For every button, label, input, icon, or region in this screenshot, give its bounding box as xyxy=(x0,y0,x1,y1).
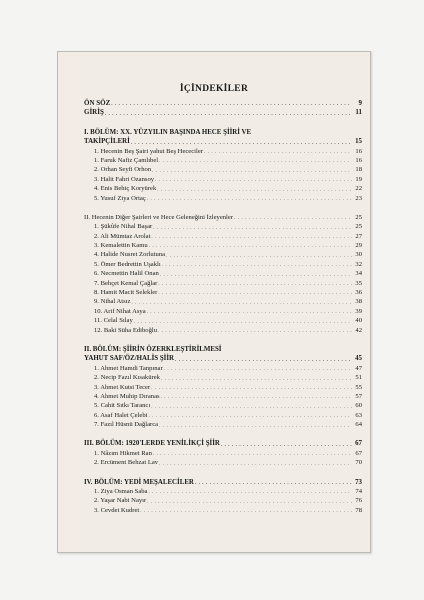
dot-leader xyxy=(134,319,352,326)
dot-leader xyxy=(149,243,352,250)
page-number: 27 xyxy=(355,232,362,240)
entry-title: 8. Hamit Macit Selekler xyxy=(94,289,158,297)
entry-title: III. BÖLÜM: 1920'LERDE YENİLİKÇİ ŞİİR xyxy=(84,440,220,448)
entry-title: 4. Enis Behiç Koryürek xyxy=(94,185,157,193)
page-number: 19 xyxy=(355,175,362,183)
page-number: 16 xyxy=(355,147,362,155)
toc-entry xyxy=(84,411,362,420)
dot-leader xyxy=(234,215,352,222)
dot-leader xyxy=(131,140,352,147)
toc-top-entry xyxy=(84,99,362,108)
entry-title: 2. Ali Mümtaz Arolat xyxy=(94,232,151,240)
toc-entry xyxy=(84,241,362,250)
entry-title: 3. Cevdet Kudret xyxy=(94,506,140,514)
toc-entry xyxy=(84,222,362,231)
dot-leader xyxy=(151,404,352,411)
entry-title: 1. Şükûfe Nihal Başar xyxy=(94,223,153,231)
page-number: 11 xyxy=(355,108,362,117)
page-number: 63 xyxy=(355,411,362,419)
toc-entry xyxy=(84,383,362,392)
dot-leader xyxy=(147,196,352,203)
page-number: 76 xyxy=(355,497,362,505)
dot-leader xyxy=(153,225,352,232)
entry-title: 11. Celal Sılay xyxy=(94,317,133,325)
entry-title: 6. Necmettin Halil Onan xyxy=(94,270,159,278)
page-number: 39 xyxy=(355,307,362,315)
section-gap xyxy=(84,430,362,440)
entry-title: 1. Hecenin Beş Şairi yahut Beş Hececiler xyxy=(94,147,203,155)
toc-entry xyxy=(84,250,362,259)
dot-leader xyxy=(195,480,352,487)
toc-entry xyxy=(84,326,362,335)
dot-leader xyxy=(159,158,352,165)
page-number: 40 xyxy=(355,317,362,325)
entry-title: 1. Ziya Osman Saba xyxy=(94,488,148,496)
page-number: 15 xyxy=(355,138,362,146)
toc-entry xyxy=(84,449,362,458)
dot-leader xyxy=(151,234,352,241)
page-number: 32 xyxy=(355,260,362,268)
page-number: 30 xyxy=(355,251,362,259)
toc-entry xyxy=(84,506,362,515)
dot-leader xyxy=(155,177,352,184)
toc-entry xyxy=(84,307,362,316)
dot-leader xyxy=(152,168,352,175)
dot-leader xyxy=(147,499,352,506)
dot-leader xyxy=(148,489,352,496)
entry-title: 1. Nâzım Hikmet Ran xyxy=(94,449,152,457)
entry-title: 5. Ömer Bedrettin Uşaklı xyxy=(94,260,161,268)
section-gap xyxy=(84,335,362,345)
dot-leader xyxy=(161,394,352,401)
page-number: 25 xyxy=(355,213,362,221)
dot-leader xyxy=(148,413,352,420)
page-number: 47 xyxy=(355,364,362,372)
page-number: 64 xyxy=(355,421,362,429)
entry-title: YAHUT SAF/ÖZ/HALİS ŞİİR xyxy=(84,355,174,363)
dot-leader xyxy=(162,262,352,269)
page-number: 23 xyxy=(355,194,362,202)
page-number: 78 xyxy=(355,506,362,514)
toc-entry xyxy=(84,147,362,156)
entry-title: 2. Orhan Seyfi Orhon xyxy=(94,166,152,174)
dot-leader xyxy=(158,328,352,335)
toc-entry xyxy=(84,401,362,410)
entry-title: 3. Ahmet Kutsi Tecer xyxy=(94,383,151,391)
dot-leader xyxy=(158,281,352,288)
entry-title: 1. Faruk Nafiz Çamlıbel xyxy=(94,156,159,164)
entry-title: ÖN SÖZ xyxy=(84,98,111,107)
page-number: 29 xyxy=(355,242,362,250)
dot-leader xyxy=(221,442,352,449)
dot-leader xyxy=(131,300,352,307)
page-number: 55 xyxy=(355,383,362,391)
page-number: 34 xyxy=(355,270,362,278)
toc-entry xyxy=(84,232,362,241)
page-number: 60 xyxy=(355,402,362,410)
entry-title: 7. Fazıl Hüsnü Dağlarca xyxy=(94,421,159,429)
dot-leader xyxy=(153,451,352,458)
entry-title: II. Hecenin Diğer Şairleri ve Hece Geleneğini İzleyenler xyxy=(84,213,234,221)
dot-leader xyxy=(147,309,352,316)
page-number: 42 xyxy=(355,326,362,334)
entry-title: 1. Ahmet Hamdi Tanpınar xyxy=(94,364,163,372)
page-number: 74 xyxy=(355,488,362,496)
part-heading xyxy=(84,440,362,449)
toc-entry xyxy=(84,279,362,288)
page-number: 35 xyxy=(355,279,362,287)
toc-top-entry xyxy=(84,108,362,117)
section-gap xyxy=(84,468,362,478)
entry-title: 6. Asaf Halet Çelebi xyxy=(94,411,148,419)
dot-leader xyxy=(160,272,352,279)
entry-title: 10. Arif Nihat Asya xyxy=(94,307,146,315)
page-number: 67 xyxy=(355,440,362,448)
page-number: 57 xyxy=(355,392,362,400)
entry-title: GİRİŞ xyxy=(84,108,104,117)
dot-leader xyxy=(157,187,352,194)
table-of-contents xyxy=(84,99,362,515)
part-heading-line: II. BÖLÜM: ŞİİRİN ÖZERKLEŞTİRİLMESİ xyxy=(84,345,222,353)
page-number: 9 xyxy=(358,98,362,107)
toc-entry xyxy=(84,175,362,184)
toc-entry xyxy=(84,269,362,278)
toc-entry xyxy=(84,487,362,496)
entry-title: 5. Yusuf Ziya Ortaç xyxy=(94,194,146,202)
toc-entry xyxy=(84,364,362,373)
page-number: 22 xyxy=(355,185,362,193)
dot-leader xyxy=(140,508,352,515)
entry-title: 2. Yaşar Nabi Nayır xyxy=(94,497,147,505)
toc-entry xyxy=(84,316,362,325)
dot-leader xyxy=(159,423,352,430)
page-number: 67 xyxy=(355,449,362,457)
page-number: 18 xyxy=(355,166,362,174)
dot-leader xyxy=(166,253,352,260)
entry-title: 4. Halide Nusret Zorlutuna xyxy=(94,251,166,259)
toc-entry xyxy=(84,297,362,306)
page-number: 70 xyxy=(355,459,362,467)
dot-leader xyxy=(111,101,352,108)
book-page xyxy=(57,51,371,553)
entry-title: 7. Behçet Kemal Çağlar xyxy=(94,279,158,287)
toc-entry xyxy=(84,458,362,467)
page-number: 73 xyxy=(355,478,362,486)
page-number: 51 xyxy=(355,374,362,382)
toc-entry xyxy=(84,194,362,203)
toc-entry xyxy=(84,496,362,505)
dot-leader xyxy=(151,385,352,392)
entry-title: 4. Ahmet Muhip Dıranas xyxy=(94,392,160,400)
toc-entry xyxy=(84,420,362,429)
page-number: 36 xyxy=(355,289,362,297)
dot-leader xyxy=(204,149,352,156)
dot-leader xyxy=(175,357,352,364)
toc-entry xyxy=(84,392,362,401)
toc-entry xyxy=(84,165,362,174)
entry-title: 3. Halit Fahri Ozansoy xyxy=(94,175,155,183)
dot-leader xyxy=(161,376,352,383)
dot-leader xyxy=(164,366,352,373)
entry-title: IV. BÖLÜM: YEDİ MEŞALECİLER xyxy=(84,478,194,486)
section-gap xyxy=(84,118,362,128)
entry-title: 9. Nihal Atsız xyxy=(94,298,131,306)
dot-leader xyxy=(105,111,352,118)
entry-title: TAKİPÇİLERİ xyxy=(84,138,130,146)
page-title: İÇİNDEKİLER xyxy=(179,84,249,94)
toc-entry xyxy=(84,213,362,222)
section-gap xyxy=(84,203,362,213)
entry-title: 2. Ercüment Behzat Lav xyxy=(94,459,159,467)
part-heading-line: I. BÖLÜM: XX. YÜZYILIN BAŞINDA HECE ŞİİRİ VE xyxy=(84,128,252,136)
part-heading xyxy=(84,354,362,363)
entry-title: 12. Baki Süha Ediboğlu xyxy=(94,326,158,334)
entry-title: 5. Cahit Sıtkı Tarancı xyxy=(94,402,151,410)
entry-title: 2. Necip Fazıl Kısakürek xyxy=(94,374,160,382)
entry-title: 3. Kemalettin Kamu xyxy=(94,242,148,250)
toc-entry xyxy=(84,288,362,297)
page-number: 16 xyxy=(355,156,362,164)
toc-entry xyxy=(84,260,362,269)
page-number: 38 xyxy=(355,298,362,306)
toc-entry xyxy=(84,156,362,165)
part-heading xyxy=(84,478,362,487)
page-number: 25 xyxy=(355,223,362,231)
dot-leader xyxy=(158,290,352,297)
page-number: 45 xyxy=(355,355,362,363)
toc-entry xyxy=(84,184,362,193)
dot-leader xyxy=(159,461,352,468)
toc-entry xyxy=(84,373,362,382)
part-heading xyxy=(84,137,362,146)
